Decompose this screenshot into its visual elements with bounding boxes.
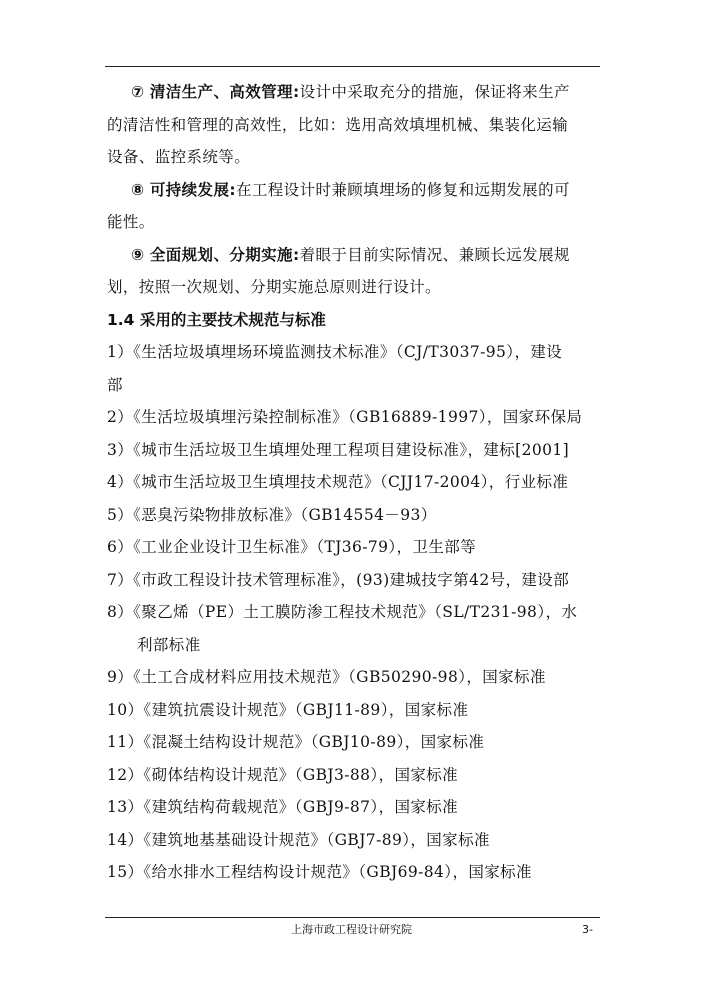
standard-item: 15）《给水排水工程结构设计规范》（GBJ69-84），国家标准 [107,863,532,881]
standard-item: 3）《城市生活垃圾卫生填埋处理工程项目建设标准》，建标[2001] [107,440,570,459]
header-rule [105,66,600,67]
footer-rule [105,917,600,918]
principle-8 [107,174,599,207]
principle-7-line-2: 的清洁性和管理的高效性，比如：选用高效填埋机械、集装化运输 [107,115,569,134]
principle-7-line-3: 设备、监控系统等。 [107,148,251,166]
standard-item-continuation: 部 [107,375,123,394]
standard-item: 7）《市政工程设计技术管理标准》，(93)建城技字第42号，建设部 [107,570,570,589]
standard-item: 13）《建筑结构荷载规范》（GBJ9-87），国家标准 [107,798,459,816]
standard-item-continuation: 利部标准 [137,635,201,654]
standard-item: 10）《建筑抗震设计规范》（GBJ11-89），国家标准 [107,700,469,719]
standard-item: 6）《工业企业设计卫生标准》（TJ36-79），卫生部等 [107,538,477,556]
standard-item: 12）《砌体结构设计规范》（GBJ3-88），国家标准 [107,765,459,784]
standard-item: 1）《生活垃圾填埋场环境监测技术标准》（CJ/T3037-95），建设 [107,343,563,361]
standard-item: 2）《生活垃圾填埋污染控制标准》（GB16889-1997），国家环保局 [107,408,583,426]
standard-item: 9）《土工合成材料应用技术规范》（GB50290-98），国家标准 [107,668,546,686]
standard-item: 5）《恶臭污染物排放标准》（GB14554－93） [107,505,437,524]
standard-item: 11）《混凝土结构设计规范》（GBJ10-89），国家标准 [107,733,485,751]
principle-mark: ⑧ [131,180,145,199]
principle-title: 可持续发展: [149,180,236,199]
footer-institute: 上海市政工程设计研究院 [291,923,412,936]
section-heading: 1.4 采用的主要技术规范与标准 [107,310,326,329]
standard-item: 14）《建筑地基基础设计规范》（GBJ7-89），国家标准 [107,830,490,849]
principle-title: 全面规划、分期实施: [149,245,300,264]
principle-9 [107,239,599,272]
principle-7 [107,76,599,109]
document-body [107,76,599,889]
principle-9-line-2: 划，按照一次规划、分期实施总原则进行设计。 [107,278,441,296]
principle-mark: ⑨ [131,245,145,264]
principle-text: 着眼于目前实际情况、兼顾长远发展规 [299,245,570,264]
principle-text: 在工程设计时兼顾填埋场的修复和远期发展的可 [235,180,570,199]
principle-text: 设计中采取充分的措施，保证将来生产 [299,83,570,101]
page-number: 3- [582,923,593,936]
standard-item: 8）《聚乙烯（PE）土工膜防渗工程技术规范》（SL/T231-98），水 [107,603,578,621]
principle-8-line-2: 能性。 [107,213,155,231]
principle-mark: ⑦ [131,83,145,101]
standard-item: 4）《城市生活垃圾卫生填埋技术规范》（CJJ17-2004），行业标准 [107,473,569,491]
principle-title: 清洁生产、高效管理: [149,83,300,101]
